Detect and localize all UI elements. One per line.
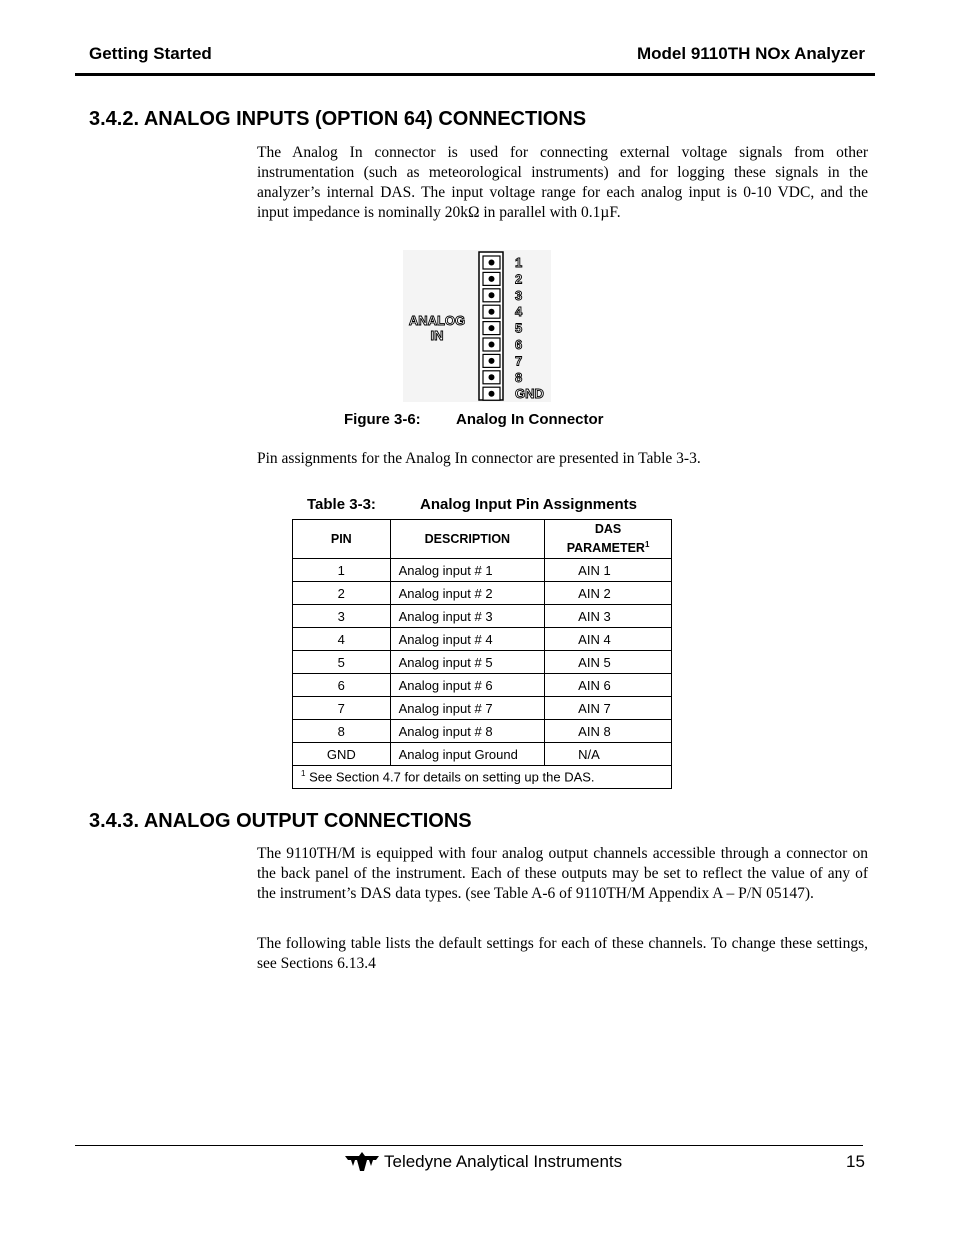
das-parameter-cell: AIN 5: [545, 651, 672, 674]
description-cell: Analog input # 2: [390, 582, 545, 605]
running-header-right: Model 9110TH NOx Analyzer: [636, 44, 865, 63]
table-row: [293, 743, 672, 766]
connector-pin-label: 3: [515, 287, 523, 303]
table-footnote: [293, 766, 672, 789]
pin-cell: 8: [293, 720, 391, 743]
connector-pin-label: 7: [515, 353, 523, 369]
description-cell: Analog input # 4: [390, 628, 545, 651]
teledyne-logo-icon: [345, 1151, 379, 1178]
figure-caption-number: Figure 3-6:: [344, 411, 421, 428]
connector-pin-screw: [489, 342, 495, 348]
connector-pin-label: 5: [515, 320, 523, 336]
pin-cell: GND: [293, 743, 391, 766]
description-cell: Analog input # 1: [390, 559, 545, 582]
connector-pin-label: 8: [515, 369, 523, 385]
description-cell: Analog input # 5: [390, 651, 545, 674]
pin-cell: 3: [293, 605, 391, 628]
table-caption-text: Analog Input Pin Assignments: [420, 496, 637, 513]
footnote-marker: 1: [301, 769, 306, 779]
connector-pin-screw: [489, 276, 495, 282]
connector-pin-screw: [489, 309, 495, 315]
section-title-analog-output: 3.4.3. ANALOG OUTPUT CONNECTIONS: [89, 810, 472, 832]
table-row: [293, 651, 672, 674]
connector-pin-screw: [489, 260, 495, 266]
das-parameter-cell: AIN 7: [545, 697, 672, 720]
running-header-left: Getting Started: [89, 44, 212, 63]
table-note-row: [293, 766, 672, 789]
das-parameter-label: DAS PARAMETER: [566, 522, 645, 556]
das-parameter-cell: AIN 4: [545, 628, 672, 651]
table-row: [293, 628, 672, 651]
table-header-row: [293, 520, 672, 559]
connector-pin-label: 4: [515, 304, 523, 320]
connector-pin-screw: [489, 325, 495, 331]
description-cell: Analog input # 3: [390, 605, 545, 628]
analog-output-paragraph-1: The 9110TH/M is equipped with four analog output channels accessible through a connector on the back panel of the instrument. Each of these outputs may be set to reflect the value of any of the instrument’s DAS data types. (see Table A-6 of 9110TH/M Appendix A – P/N 05147).: [257, 845, 868, 902]
footer-company: Teledyne Analytical Instruments: [384, 1152, 623, 1171]
connector-pin-screw: [489, 358, 495, 364]
pin-cell: 7: [293, 697, 391, 720]
table-row: [293, 582, 672, 605]
table-caption-number: Table 3-3:: [307, 496, 376, 513]
connector-drawing: [403, 250, 551, 402]
das-parameter-cell: AIN 2: [545, 582, 672, 605]
col-header-description: DESCRIPTION: [390, 520, 545, 559]
das-parameter-cell: AIN 6: [545, 674, 672, 697]
connector-pin-screw: [489, 391, 495, 397]
description-cell: Analog input # 7: [390, 697, 545, 720]
connector-pin-label: 6: [515, 337, 523, 352]
pin-assignments-sentence: Pin assignments for the Analog In connector are presented in Table 3-3.: [257, 450, 701, 467]
pin-cell: 2: [293, 582, 391, 605]
connector-pin-label: GND: [515, 386, 544, 402]
table-row: [293, 697, 672, 720]
analog-output-paragraph-2: The following table lists the default settings for each of these channels. To change these settings, see Sections 6.13.4: [257, 935, 868, 972]
connector-pin-screw: [489, 292, 495, 298]
das-parameter-cell: N/A: [545, 743, 672, 766]
table-row: [293, 605, 672, 628]
description-cell: Analog input # 8: [390, 720, 545, 743]
col-header-das-parameter: [545, 520, 672, 559]
das-parameter-cell: AIN 8: [545, 720, 672, 743]
pin-cell: 5: [293, 651, 391, 674]
col-header-pin: PIN: [293, 520, 391, 559]
description-cell: Analog input Ground: [390, 743, 545, 766]
pin-cell: 1: [293, 559, 391, 582]
table-row: [293, 559, 672, 582]
table-row: [293, 720, 672, 743]
header-footnote-marker: 1: [644, 540, 650, 550]
connector-pin-screw: [489, 374, 495, 380]
footnote-text: See Section 4.7 for details on setting up the DAS.: [309, 769, 595, 785]
footer-rule: [75, 1145, 863, 1146]
connector-pin-label: 1: [515, 255, 523, 270]
analog-inputs-paragraph: The Analog In connector is used for connecting external voltage signals from other instrumentation (such as meteorological instruments) and for logging these signals in the analyzer’s internal DAS. The input voltage range for each analog input is 0-10 VDC, and the input impedance is nominally 20kΩ in parallel with 0.1µF.: [257, 144, 868, 221]
pin-cell: 6: [293, 674, 391, 697]
das-parameter-cell: AIN 3: [545, 605, 672, 628]
das-parameter-cell: AIN 1: [545, 559, 672, 582]
table-row: [293, 674, 672, 697]
connector-label-line1: ANALOG: [408, 313, 466, 328]
analog-in-connector-figure: [403, 250, 551, 402]
header-rule: [75, 73, 875, 76]
pin-cell: 4: [293, 628, 391, 651]
figure-caption-text: Analog In Connector: [456, 411, 604, 428]
page-number: 15: [846, 1152, 865, 1171]
section-title-analog-inputs: 3.4.2. ANALOG INPUTS (OPTION 64) CONNECTIONS: [89, 108, 587, 130]
description-cell: Analog input # 6: [390, 674, 545, 697]
analog-input-pin-table: [292, 519, 672, 789]
connector-label-line2: IN: [430, 328, 444, 343]
connector-pin-label: 2: [515, 271, 523, 287]
